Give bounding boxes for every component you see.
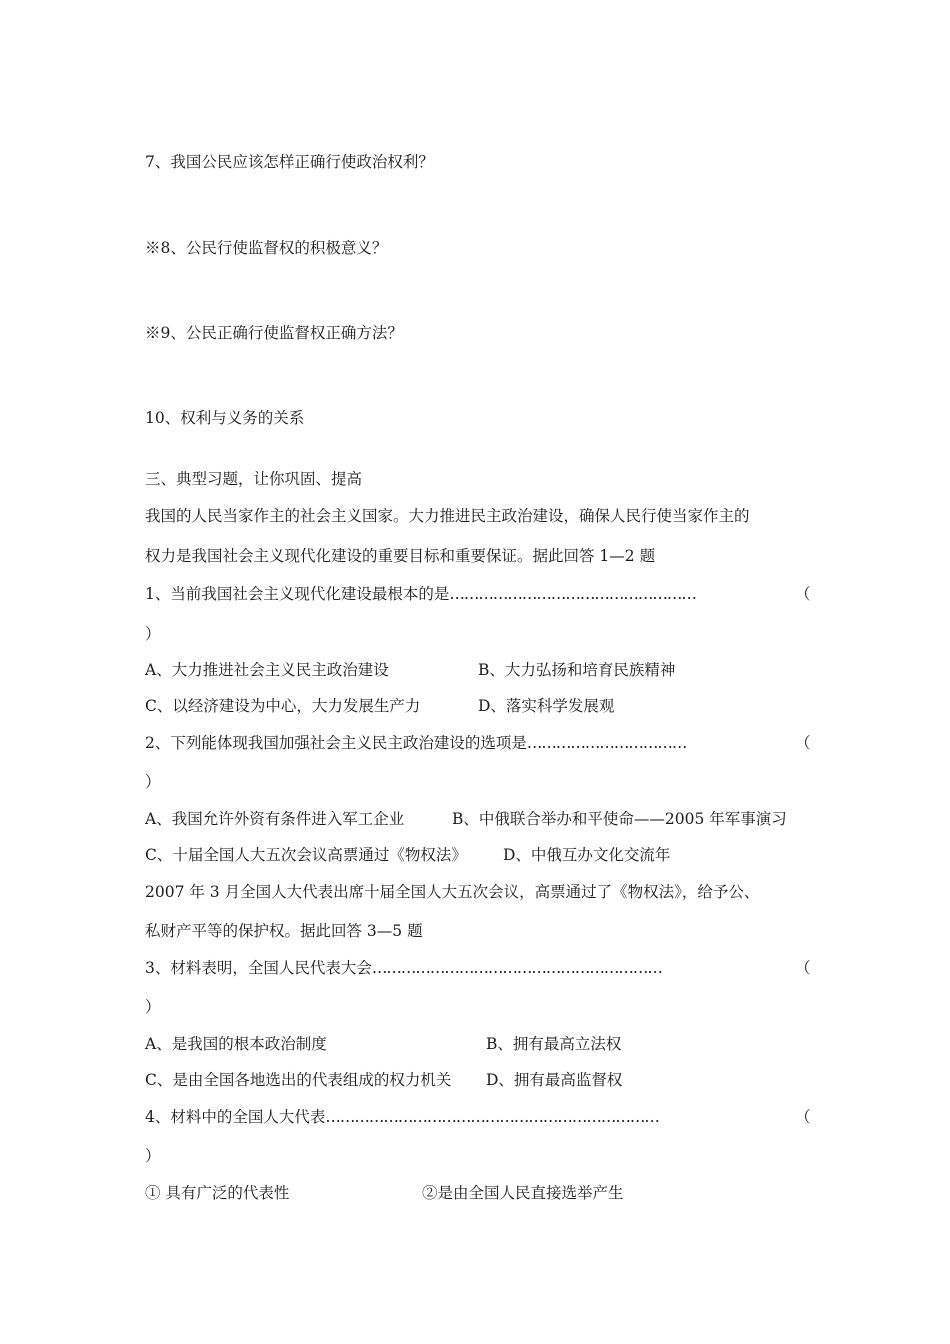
q3-stem-line xyxy=(145,958,662,978)
q1-close-paren: ） xyxy=(145,625,161,643)
q1-open-paren: （ xyxy=(795,585,811,603)
q3-open-paren: （ xyxy=(795,959,811,977)
q1-dots: …………………………………………… xyxy=(449,585,696,603)
q2-stem: 2、下列能体现我国加强社会主义民主政治建设的选项是 xyxy=(145,734,527,752)
q1-option-b: B、大力弘扬和培育民族精神 xyxy=(478,661,676,679)
q4-stem-line xyxy=(145,1107,659,1127)
material-2-line-1: 2007 年 3 月全国人大代表出席十届全国人大五次会议，高票通过了《物权法》，给予公、 xyxy=(145,883,760,901)
q4-option-2: ②是由全国人民直接选举产生 xyxy=(422,1184,624,1202)
question-10: 10、权利与义务的关系 xyxy=(145,409,305,427)
q2-option-a: A、我国允许外资有条件进入军工企业 xyxy=(145,810,405,828)
q2-stem-line xyxy=(145,733,686,753)
question-8: ※8、公民行使监督权的积极意义？ xyxy=(145,239,388,257)
q1-option-c: C、以经济建设为中心，大力发展生产力 xyxy=(145,697,421,715)
q3-dots: …………………………………………………… xyxy=(371,959,662,977)
q4-dots: …………………………………………………………… xyxy=(325,1108,659,1126)
q1-stem-line xyxy=(145,584,696,604)
section-heading: 三、典型习题，让你巩固、提高 xyxy=(145,470,363,488)
q1-stem: 1、当前我国社会主义现代化建设最根本的是 xyxy=(145,585,450,603)
q3-option-d: D、拥有最高监督权 xyxy=(486,1071,623,1089)
q3-stem: 3、材料表明，全国人民代表大会 xyxy=(145,959,372,977)
q2-open-paren: （ xyxy=(795,734,811,752)
question-7: 7、我国公民应该怎样正确行使政治权利？ xyxy=(145,153,434,171)
material-1-line-2: 权力是我国社会主义现代化建设的重要目标和重要保证。据此回答 1—2 题 xyxy=(145,547,656,565)
q3-close-paren: ） xyxy=(145,998,161,1016)
q3-option-b: B、拥有最高立法权 xyxy=(486,1035,622,1053)
q2-option-b: B、中俄联合举办和平使命——2005 年军事演习 xyxy=(452,810,787,828)
q1-option-d: D、落实科学发展观 xyxy=(478,697,615,715)
q4-close-paren: ） xyxy=(145,1147,161,1165)
q1-option-a: A、大力推进社会主义民主政治建设 xyxy=(145,661,389,679)
q2-close-paren: ） xyxy=(145,773,161,791)
q2-option-c: C、十届全国人大五次会议高票通过《物权法》 xyxy=(145,846,467,864)
q3-option-a: A、是我国的根本政治制度 xyxy=(145,1035,327,1053)
material-1-line-1: 我国的人民当家作主的社会主义国家。大力推进民主政治建设，确保人民行使当家作主的 xyxy=(145,507,750,525)
q2-dots: …………………………… xyxy=(526,734,687,752)
q3-option-c: C、是由全国各地选出的代表组成的权力机关 xyxy=(145,1071,452,1089)
q4-option-1: ① 具有广泛的代表性 xyxy=(145,1184,290,1202)
material-2-line-2: 私财产平等的保护权。据此回答 3—5 题 xyxy=(145,922,423,940)
q2-option-d: D、中俄互办文化交流年 xyxy=(503,846,671,864)
q4-open-paren: （ xyxy=(795,1108,811,1126)
q4-stem: 4、材料中的全国人大代表 xyxy=(145,1108,326,1126)
question-9: ※9、公民正确行使监督权正确方法？ xyxy=(145,324,403,342)
